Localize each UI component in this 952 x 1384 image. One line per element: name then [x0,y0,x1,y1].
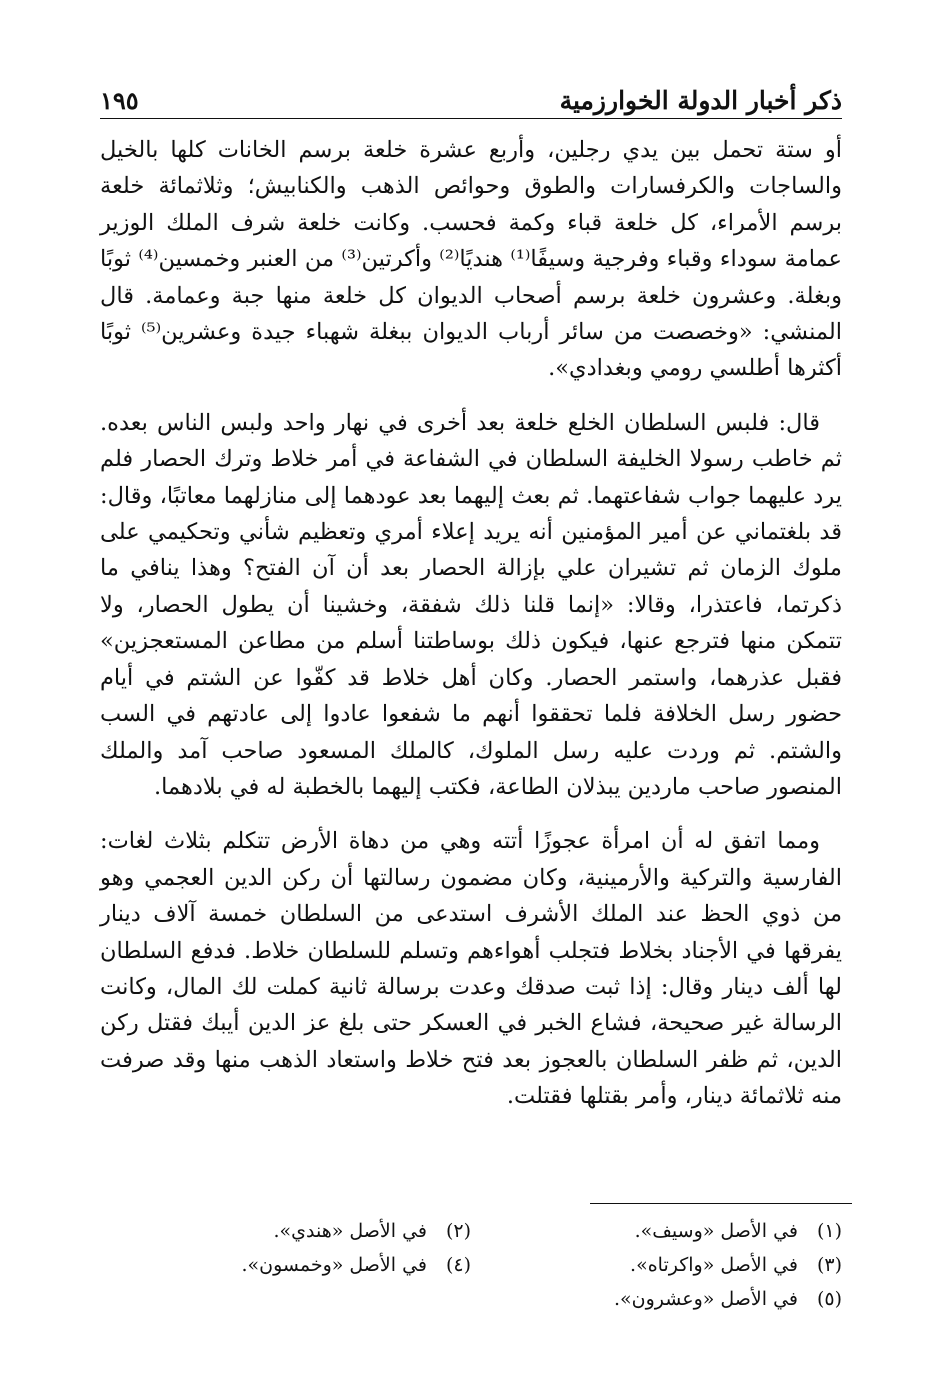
footnote-text: في الأصل «وسيف». [634,1220,798,1242]
footnote-text: في الأصل «وعشرون». [614,1288,798,1310]
running-header [100,82,842,119]
footnote-text: في الأصل «واكرتاه». [630,1254,798,1276]
footnote-number: (٣) [816,1254,842,1276]
footnotes [100,1214,842,1316]
paragraph: أو ستة تحمل بين يدي رجلين، وأربع عشرة خلعة برسم الخانات كلها بالخيل والساجات والكرفسارات والطوق وحوائص الذهب والكنابيش؛ وثلاثمائة خلعة برسم الأمراء، كل خلعة قباء وكمة فحسب. وكانت خلعة شرف الملك الوزير عمامة سوداء وقباء وفرجية وسيفًا⁽¹⁾ هنديًا⁽²⁾ وأكرتين⁽³⁾ من العنبر وخمسين⁽⁴⁾ ثوبًا وبغلة. وعشرون خلعة برسم أصحاب الديوان كل خلعة منها جبة وعمامة. قال المنشي: «وخصصت من سائر أرباب الديوان ببغلة شهباء جيدة وعشرين⁽⁵⁾ ثوبًا أكثرها أطلسي رومي وبغدادي». [100,137,842,382]
running-title: ذكر أخبار الدولة الخوارزمية [559,86,842,115]
footnote-number: (١) [816,1220,842,1242]
footnote [100,1248,471,1282]
paragraph: قال: فلبس السلطان الخلع خلعة بعد أخرى في نهار واحد ولبس الناس بعده. ثم خاطب رسولا الخليفة السلطان في الشفاعة في أمر خلاط وترك الحصار فلم يرد عليهما جواب شفاعتهما. ثم بعث إليهما بعد عودهما إلى منازلهما معاتبًا، وقال: قد بلغتماني عن أمير المؤمنين أنه يريد إعلاء أمري وتعظيم شأني وتحكيمي على ملوك الزمان ثم تشيران علي بإزالة الحصار بعد أن آن الفتح؟ وهذا ينافي ما ذكرتما، فاعتذرا، وقالا: «إنما قلنا ذلك شفقة، وخشينا أن يطول الحصار، ولا تتمكن منها فترجع عنها، فيكون ذلك بوساطتنا أسلم من مطاعن المستعجزين» فقبل عذرهما، واستمر الحصار. وكان أهل خلاط قد كفّوا عن الشتم في أيام حضور رسل الخلافة فلما تحققوا أنهم ما شفعوا عادوا إلى عادتهم في السب والشتم. ثم وردت عليه رسل الملوك، كالملك المسعود صاحب آمد والملك المنصور صاحب ماردين يبذلان الطاعة، فكتب إليهما بالخطبة له في بلادهما. [100,409,842,800]
footnote-text: في الأصل «هندي». [273,1220,427,1242]
footnote [456,1282,842,1316]
footnote [100,1214,471,1248]
footnote-number: (٥) [816,1288,842,1310]
footnote-text: في الأصل «وخمسون». [241,1254,427,1276]
footnote-row [100,1214,842,1248]
page-number: ١٩٥ [100,86,139,115]
paragraph: ومما اتفق له أن امرأة عجوزًا أتته وهي من دهاة الأرض تتكلم بثلاث لغات: الفارسية والتركية والأرمينية، وكان مضمون رسالتها أن ركن الدين العجمي وهو من ذوي الحظ عند الملك الأشرف استدعى من السلطان خمسة آلاف دينار يفرقها في الأجناد بخلاط فتجلب أهواءهم وتسلم للسلطان خلاط. فدفع السلطان لها ألف دينار وقال: إذا ثبت صدقك وعدت برسالة ثانية كملت لك المال، وكانت الرسالة غير صحيحة، فشاع الخبر في العسكر حتى بلغ عز الدين أيبك فقتل ركن الدين، ثم ظفر السلطان بالعجوز بعد فتح خلاط واستعاد الذهب منها وقد صرفت منه ثلاثمائة دينار، وأمر بقتلها فقتلت. [100,828,842,1110]
footnote-row [100,1248,842,1282]
footnote-separator [590,1203,852,1204]
footnote [471,1248,842,1282]
footnote-row [100,1282,842,1316]
footnote [471,1214,842,1248]
main-text [100,132,842,1115]
footnote-number: (٢) [445,1220,471,1242]
footnote-number: (٤) [445,1254,471,1276]
